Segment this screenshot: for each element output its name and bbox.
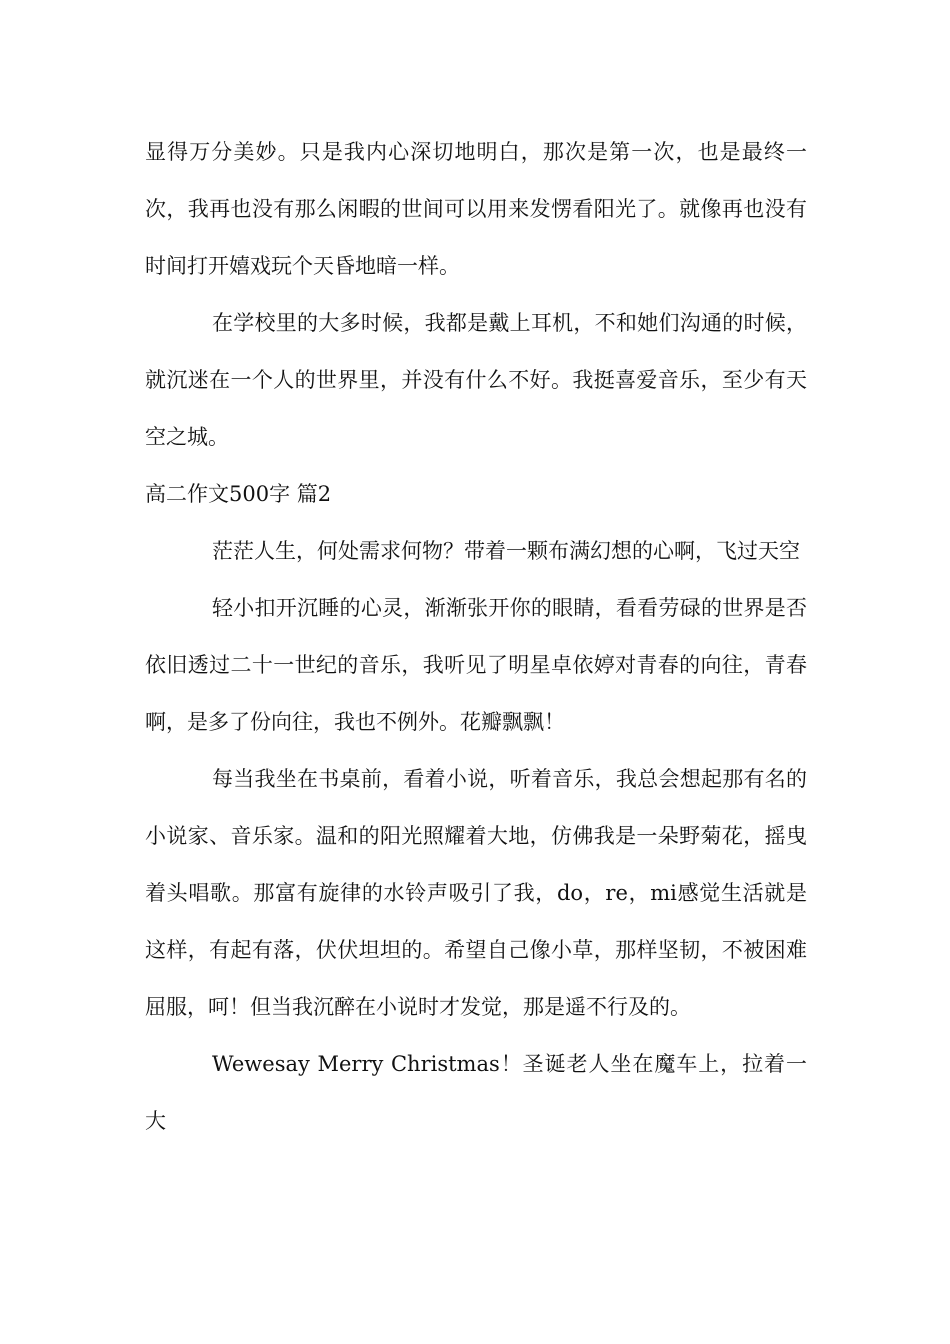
paragraph-4: 轻小扣开沉睡的心灵，渐渐张开你的眼睛，看看劳碌的世界是否依旧透过二十一世纪的音乐，我听见了明星卓依婷对青春的向往，青春啊，是多了份向往，我也不例外。花瓣飘飘！ bbox=[145, 596, 807, 734]
paragraph-3: 茫茫人生，何处需求何物？带着一颗布满幻想的心啊，飞过天空 bbox=[212, 539, 800, 563]
paragraph-1: 显得万分美妙。只是我内心深切地明白，那次是第一次，也是最终一次，我再也没有那么闲暇的世间可以用来发愣看阳光了。就像再也没有时间打开嬉戏玩个天昏地暗一样。 bbox=[145, 140, 807, 278]
section-heading: 高二作文500字 篇2 bbox=[145, 482, 332, 506]
document-body bbox=[145, 124, 807, 1150]
paragraph-5: 每当我坐在书桌前，看着小说，听着音乐，我总会想起那有名的小说家、音乐家。温和的阳光照耀着大地，仿佛我是一朵野菊花，摇曳着头唱歌。那富有旋律的水铃声吸引了我，do，re，mi感觉生活就是这样，有起有落，伏伏坦坦的。希望自己像小草，那样坚韧，不被困难屈服，呵！但当我沉醉在小说时才发觉，那是遥不行及的。 bbox=[145, 767, 807, 1019]
paragraph-2: 在学校里的大多时候，我都是戴上耳机，不和她们沟通的时候，就沉迷在一个人的世界里，并没有什么不好。我挺喜爱音乐，至少有天空之城。 bbox=[145, 311, 807, 449]
paragraph-6: Wewesay Merry Christmas！圣诞老人坐在魔车上，拉着一大 bbox=[145, 1052, 807, 1133]
